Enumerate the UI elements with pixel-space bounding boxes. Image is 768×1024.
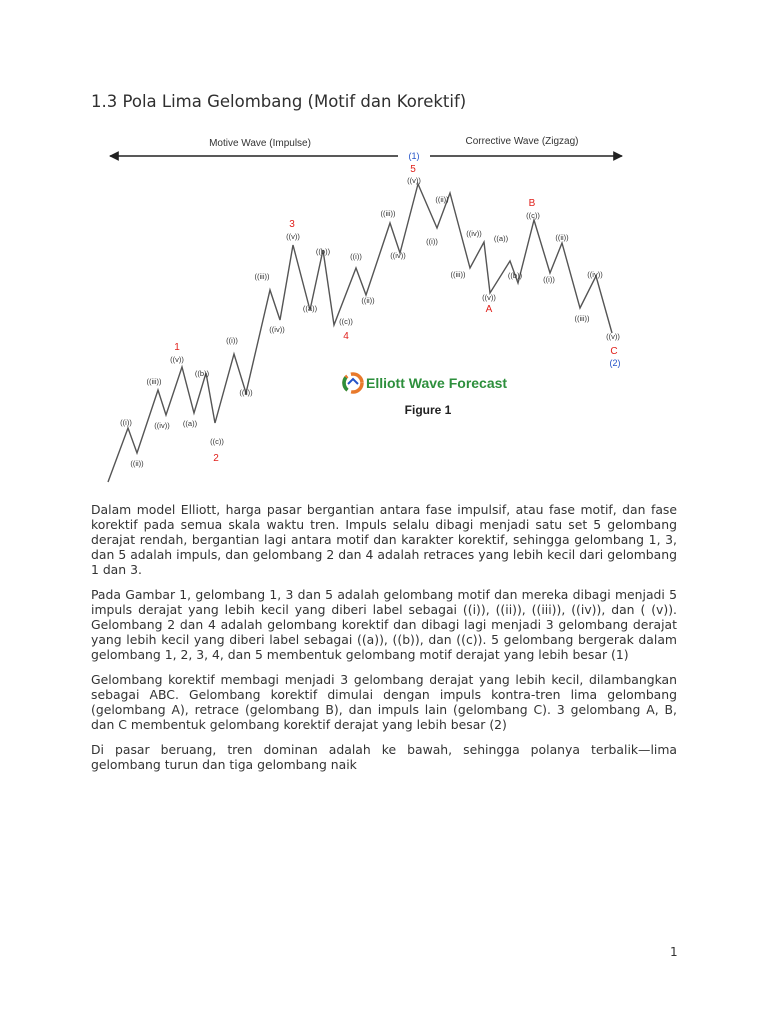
waveA-iii-label: ((iii)) bbox=[450, 270, 466, 279]
wave1-iii-label: ((iii)) bbox=[146, 377, 162, 386]
wave4-c-label: ((c)) bbox=[339, 317, 353, 326]
wave2-b-label: ((b)) bbox=[194, 369, 210, 378]
wave3-ii-label: ((ii)) bbox=[239, 388, 253, 397]
wave5-iv-label: ((iv)) bbox=[390, 251, 406, 260]
wave1-iv-label: ((iv)) bbox=[154, 421, 170, 430]
wave-B-letter: B bbox=[528, 198, 536, 209]
wave2-a-label: ((a)) bbox=[182, 419, 198, 428]
corrective-label: Corrective Wave (Zigzag) bbox=[465, 136, 579, 147]
waveB-c-label: ((c)) bbox=[526, 211, 540, 220]
paragraph: Gelombang korektif membagi menjadi 3 gelombang derajat yang lebih kecil, dilambangkan sebagai ABC. Gelombang korektif dimulai dengan impuls kontra-tren lima gelombang (gelombang A), retrace (gelombang B), dan impuls lain (gelombang C). 3 gelombang A, B, dan C membentuk gelombang korektif derajat yang lebih besar (2) bbox=[91, 672, 677, 732]
wave4-b-label: ((b)) bbox=[315, 247, 331, 256]
wave-3-number: 3 bbox=[289, 219, 295, 230]
paragraph: Dalam model Elliott, harga pasar bergantian antara fase impulsif, atau fase motif, dan fase korektif pada semua skala waktu tren. Impuls selalu dibagi menjadi satu set 5 gelombang derajat rendah, bergantian lagi antara motif dan karakter korektif, sehingga gelombang 1, 3, dan 5 adalah impuls, dan gelombang 2 dan 4 adalah retraces yang lebih kecil dari gelombang 1 dan 3. bbox=[91, 502, 677, 577]
brand-name: Elliott Wave Forecast bbox=[366, 375, 508, 391]
figure-caption: Figure 1 bbox=[404, 403, 452, 417]
waveA-ii-label: ((ii)) bbox=[435, 195, 449, 204]
wave3-iii-label: ((iii)) bbox=[254, 272, 270, 281]
wave2-c-label: ((c)) bbox=[210, 437, 224, 446]
waveC-i-label: ((i)) bbox=[543, 275, 555, 284]
waveB-b-label: ((b)) bbox=[507, 271, 523, 280]
wave-A-letter: A bbox=[485, 304, 493, 315]
waveB-a-label: ((a)) bbox=[493, 234, 509, 243]
waveA-iv-label: ((iv)) bbox=[466, 229, 482, 238]
wave-4-number: 4 bbox=[343, 331, 349, 342]
wave-5-number: 5 bbox=[410, 164, 416, 175]
brand-logo-icon bbox=[344, 374, 362, 392]
page-number: 1 bbox=[670, 945, 678, 959]
wave5-v-label: ((v)) bbox=[407, 176, 421, 185]
waveA-i-label: ((i)) bbox=[426, 237, 438, 246]
wave-1-number: 1 bbox=[174, 342, 180, 353]
body-text bbox=[91, 502, 677, 782]
motive-label: Motive Wave (Impulse) bbox=[209, 138, 311, 149]
wave3-v-label: ((v)) bbox=[286, 232, 300, 241]
wave3-iv-label: ((iv)) bbox=[269, 325, 285, 334]
elliott-wave-figure bbox=[100, 128, 640, 488]
waveC-v-label: ((v)) bbox=[606, 332, 620, 341]
wave3-i-label: ((i)) bbox=[226, 336, 238, 345]
elliott-wave-diagram bbox=[100, 128, 640, 488]
section-heading: 1.3 Pola Lima Gelombang (Motif dan Korektif) bbox=[91, 92, 467, 111]
wave5-i-label: ((i)) bbox=[350, 252, 362, 261]
waveC-iii-label: ((iii)) bbox=[574, 314, 590, 323]
wave-line bbox=[108, 184, 612, 482]
wave1-v-label: ((v)) bbox=[170, 355, 184, 364]
wave5-ii-label: ((ii)) bbox=[361, 296, 375, 305]
wave-big-2-label: (2) bbox=[609, 358, 621, 368]
wave-big-1-label: (1) bbox=[408, 151, 420, 161]
wave1-i-label: ((i)) bbox=[120, 418, 132, 427]
wave-2-number: 2 bbox=[213, 453, 219, 464]
paragraph: Pada Gambar 1, gelombang 1, 3 dan 5 adalah gelombang motif dan mereka dibagi menjadi 5 impuls derajat yang lebih kecil yang diberi label sebagai ((i)), ((ii)), ((iii)), ((iv)), dan ( (v)). Gelombang 2 dan 4 adalah gelombang korektif dan dibagi lagi menjadi 3 gelombang derajat yang lebih kecil yang diberi label sebagai ((a)), ((b)), dan ((c)). 5 gelombang bergerak dalam gelombang 1, 2, 3, 4, dan 5 membentuk gelombang motif derajat yang lebih besar (1) bbox=[91, 587, 677, 662]
wave-C-letter: C bbox=[610, 346, 618, 357]
wave5-iii-label: ((iii)) bbox=[380, 209, 396, 218]
paragraph: Di pasar beruang, tren dominan adalah ke bawah, sehingga polanya terbalik—lima gelombang turun dan tiga gelombang naik bbox=[91, 742, 677, 772]
waveC-ii-label: ((ii)) bbox=[555, 233, 569, 242]
wave1-ii-label: ((ii)) bbox=[130, 459, 144, 468]
waveC-iv-label: ((iv)) bbox=[587, 270, 603, 279]
wave4-a-label: ((a)) bbox=[302, 304, 318, 313]
waveA-v-label: ((v)) bbox=[482, 293, 496, 302]
